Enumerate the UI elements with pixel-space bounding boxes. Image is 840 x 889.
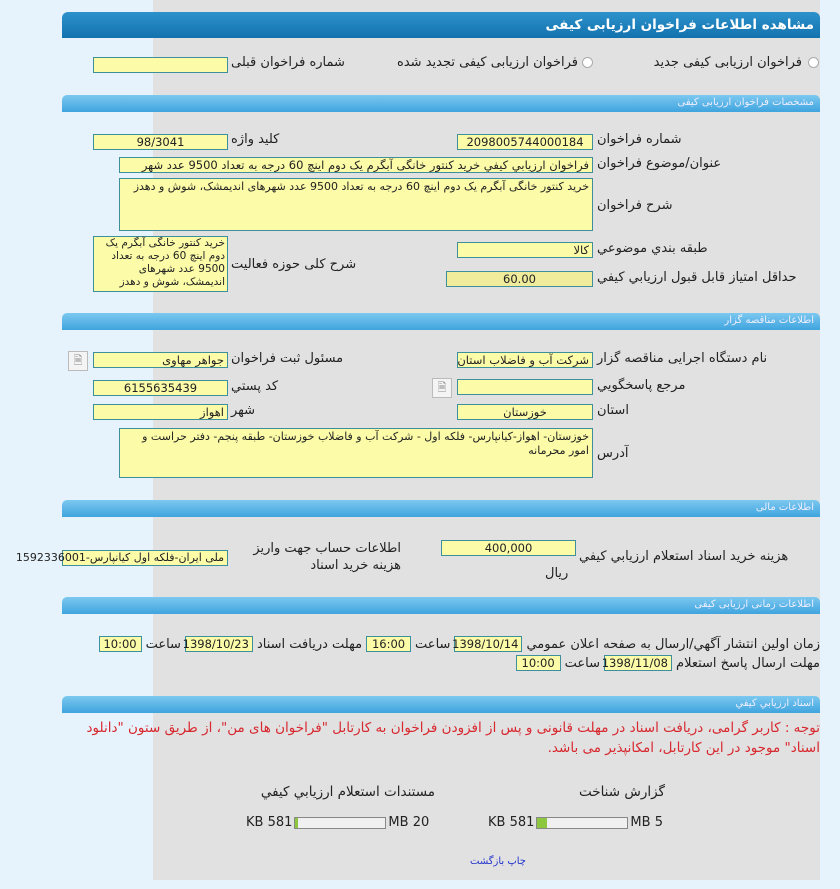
section-specs: مشخصات فراخوان ارزیابی کیفی xyxy=(62,95,820,112)
doc-deadline-date-field[interactable]: 1398/10/23 xyxy=(185,636,253,652)
download-notice: توجه : کاربر گرامی، دریافت اسناد در مهلت قانونی و پس از افزودن فراخوان به کارتابل "فراخوان های من"، از طریق ستون "دانلود اسناد" موجود در این کارتابل، امکانپذیر می باشد. xyxy=(86,720,820,756)
report-progress xyxy=(488,815,663,830)
ref-field[interactable] xyxy=(457,379,593,395)
report-progress-fill xyxy=(537,818,547,828)
page-title: مشاهده اطلاعات فراخوان ارزیابی کیفی xyxy=(62,12,820,38)
min-score-field[interactable]: 60.00 xyxy=(446,271,593,287)
min-score-label: حداقل امتياز قابل قبول ارزيابي كيفي xyxy=(597,270,797,285)
activity-label: شرح کلی حوزه فعالیت xyxy=(231,257,357,272)
reply-date-field[interactable]: 1398/11/08 xyxy=(604,655,672,671)
account-field[interactable]: ملی ایران-فلکه اول کیانپارس-1592336001 xyxy=(62,550,228,566)
publish-time-field[interactable]: 16:00 xyxy=(366,636,411,652)
report-max: 5 MB xyxy=(630,815,663,830)
desc-label: شرح فراخوان xyxy=(597,198,673,213)
publish-row xyxy=(62,636,820,652)
org-field[interactable]: شرکت آب و فاضلاب استان xyxy=(457,352,593,368)
activity-field[interactable]: خرید کنتور خانگی آبگرم یک دوم اینچ 60 درجه به تعداد 9500 عدد شهرهای اندیمشک، شوش و دهدز xyxy=(93,236,228,292)
category-field[interactable]: کالا xyxy=(457,242,593,258)
currency-label: ريال xyxy=(545,566,569,581)
inquiry-progress-bar xyxy=(294,817,386,829)
report-label: گزارش شناخت xyxy=(578,784,665,800)
fee-field[interactable]: 400,000 xyxy=(441,540,576,556)
print-back-link[interactable]: چاپ بازگشت xyxy=(470,856,526,867)
reply-time-label: ساعت xyxy=(564,655,601,671)
inquiry-label: مستندات استعلام ارزيابي كيفي xyxy=(260,784,435,800)
publish-time-label: ساعت xyxy=(415,636,451,652)
registrar-label: مسئول ثبت فراخوان xyxy=(231,351,344,366)
reply-time-field[interactable]: 10:00 xyxy=(516,655,561,671)
account-label: اطلاعات حساب جهت واريز هزينه خريد اسناد xyxy=(253,541,401,573)
doc-deadline-label: مهلت دريافت اسناد xyxy=(256,636,363,652)
address-label: آدرس xyxy=(597,446,629,461)
keyword-field[interactable]: 98/3041 xyxy=(93,134,228,150)
subject-label: عنوان/موضوع فراخوان xyxy=(597,156,722,171)
fee-label: هزينه خريد اسناد استعلام ارزيابي كيفي xyxy=(579,549,789,564)
ref-label: مرجع پاسخگويي xyxy=(597,378,686,393)
subject-field[interactable]: فراخوان ارزيابي كيفي خريد كنتور خانگی آبگرم یک دوم اینچ 60 درجه به تعداد 9500 عدد شهر xyxy=(119,157,593,173)
doc-deadline-time-label: ساعت xyxy=(145,636,181,652)
inquiry-max: 20 MB xyxy=(388,815,430,830)
publish-date-field[interactable]: 1398/10/14 xyxy=(454,636,522,652)
section-organizer: اطلاعات مناقصه گزار xyxy=(62,313,820,330)
prev-number-field[interactable] xyxy=(93,57,228,73)
keyword-label: کلید واژه xyxy=(231,132,280,147)
category-label: طبقه بندي موضوعي xyxy=(597,241,708,256)
publish-label: زمان اولين انتشار آگهي/ارسال به صفحه اعلان عمومي xyxy=(526,636,820,652)
radio-renewed-call[interactable] xyxy=(582,57,593,68)
reply-label: مهلت ارسال پاسخ استعلام xyxy=(676,655,820,671)
province-label: استان xyxy=(597,403,629,418)
reply-row xyxy=(62,655,820,671)
inquiry-progress xyxy=(246,815,429,830)
report-progress-bar xyxy=(536,817,628,829)
registrar-document-icon[interactable]: 🗎 xyxy=(68,351,88,371)
desc-field[interactable]: خرید کنتور خانگی آبگرم یک دوم اینچ 60 درجه به تعداد 9500 عدد شهرهای اندیمشک، شوش و دهدز xyxy=(119,178,593,231)
inquiry-progress-fill xyxy=(295,818,298,828)
postal-field[interactable]: 6155635439 xyxy=(93,380,228,396)
report-used: 581 KB xyxy=(488,815,535,830)
number-field[interactable]: 2098005744000184 xyxy=(457,134,593,150)
inquiry-used: 581 KB xyxy=(246,815,293,830)
address-field[interactable]: خوزستان- اهواز-کیانپارس- فلکه اول - شرکت آب و فاضلاب خوزستان- طبقه پنجم- دفتر حراست و امور محرمانه xyxy=(119,428,593,478)
registrar-field[interactable]: جواهر مهاوی xyxy=(93,352,228,368)
radio-new-label: فراخوان ارزیابی کیفی جدید xyxy=(653,55,802,70)
section-docs: اسناد ارزيابي كيفي xyxy=(62,696,820,713)
city-label: شهر xyxy=(231,403,256,418)
city-field[interactable]: اهواز xyxy=(93,404,228,420)
org-label: نام دستگاه اجرایی مناقصه گزار xyxy=(597,351,768,366)
province-field[interactable]: خوزستان xyxy=(457,404,593,420)
timing-block xyxy=(62,636,820,674)
doc-deadline-time-field[interactable]: 10:00 xyxy=(99,636,142,652)
postal-label: کد پستي xyxy=(231,379,279,394)
ref-document-icon[interactable]: 🗎 xyxy=(432,378,452,398)
section-timing: اطلاعات زمانی ارزیابی کیفی xyxy=(62,597,820,614)
radio-new-call[interactable] xyxy=(808,57,819,68)
section-finance: اطلاعات مالی xyxy=(62,500,820,517)
number-label: شماره فراخوان xyxy=(597,132,682,147)
prev-number-label: شماره فراخوان قبلی xyxy=(231,55,345,70)
radio-renewed-label: فراخوان ارزیابی کیفی تجدید شده xyxy=(397,55,578,70)
